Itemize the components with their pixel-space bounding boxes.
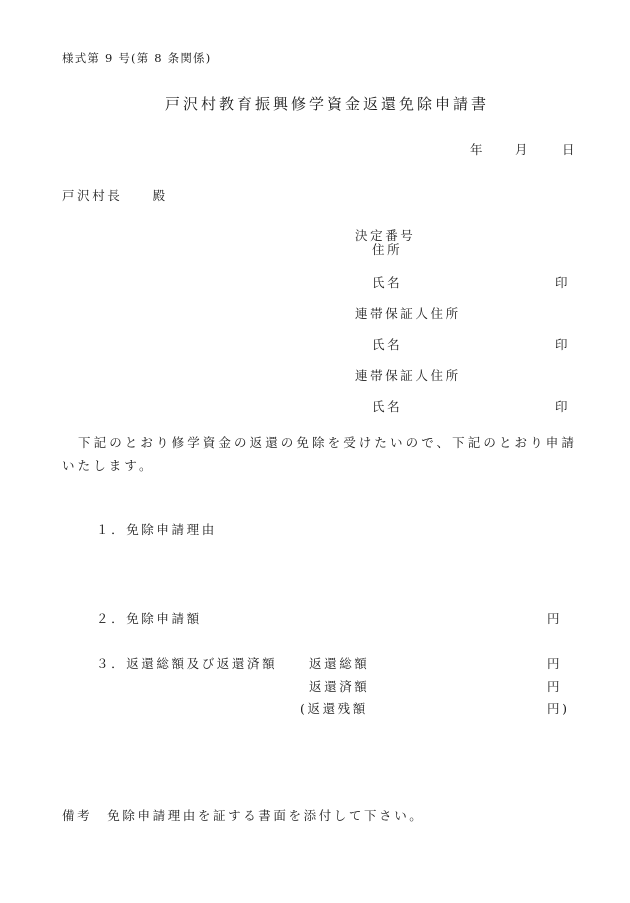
date-day: 日 [562, 142, 578, 157]
addressee: 戸沢村長 殿 [62, 188, 168, 203]
item2-unit: 円 [547, 611, 563, 626]
remarks: 備考 免除申請理由を証する書面を添付して下さい。 [62, 808, 425, 823]
total-repayment-label: 返還総額 [309, 656, 370, 671]
guarantor1-seal: 印 [555, 337, 571, 352]
applicant-seal: 印 [555, 275, 571, 290]
item3-label: ３．返還総額及び返還済額 [96, 656, 278, 671]
item2-amount-label: ２．免除申請額 [96, 611, 202, 626]
statement-paragraph: 下記のとおり修学資金の返還の免除を受けたいので、下記のとおり申請いたします。 [62, 435, 577, 473]
guarantor2-name-label: 氏名 [372, 399, 403, 414]
paid-repayment-unit: 円 [547, 679, 563, 694]
applicant-name-label: 氏名 [372, 275, 403, 290]
date-month: 月 [515, 142, 531, 157]
applicant-address-label: 住所 [372, 242, 403, 257]
guarantor1-name-label: 氏名 [372, 337, 403, 352]
paid-repayment-label: 返還済額 [309, 679, 370, 694]
remaining-repayment-label: (返還残額 [300, 701, 368, 716]
guarantor1-address-label: 連帯保証人住所 [355, 306, 461, 321]
guarantor2-seal: 印 [555, 399, 571, 414]
decision-number-label: 決定番号 [355, 228, 416, 243]
item1-reason-label: １．免除申請理由 [96, 522, 217, 537]
total-repayment-unit: 円 [547, 656, 563, 671]
guarantor2-address-label: 連帯保証人住所 [355, 368, 461, 383]
date-year: 年 [470, 142, 486, 157]
remaining-repayment-unit: 円) [547, 701, 570, 716]
page-title: 戸沢村教育振興修学資金返還免除申請書 [165, 95, 490, 113]
form-label: 様式第 9 号(第 8 条関係) [62, 51, 212, 65]
